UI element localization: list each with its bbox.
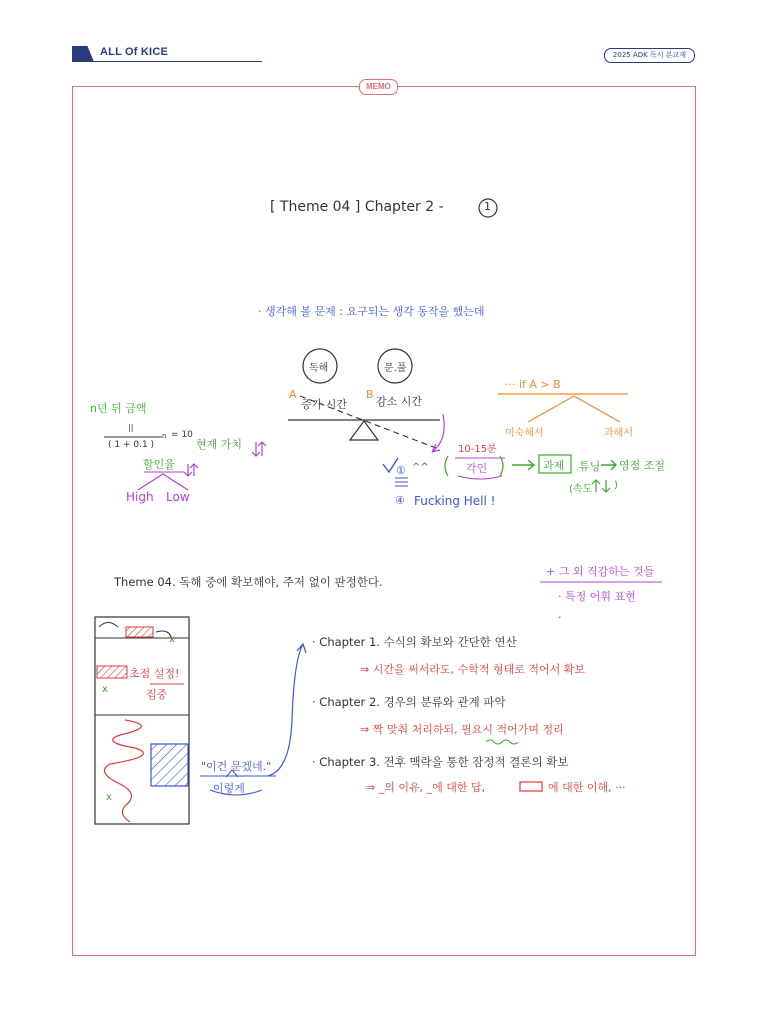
updown-arrows-icon-2: [184, 464, 198, 476]
chapter-2-title: · Chapter 2. 경우의 분류와 관계 파악: [312, 695, 506, 709]
chapter-3-note-end: 에 대한 이해, ···: [548, 781, 626, 794]
focus-region: [151, 744, 188, 786]
highlight-box-2: [97, 666, 127, 678]
green-arrow-1: [512, 460, 534, 470]
tuning-label: 튜닝: [579, 460, 601, 473]
scale-fulcrum: [350, 421, 378, 440]
eq-value: = 10: [171, 430, 193, 440]
title-circled-number: 1: [484, 200, 491, 213]
mark-x-3: x: [106, 792, 112, 803]
concentration: 집중: [146, 688, 168, 701]
highlight-box-1: [126, 627, 153, 637]
zero-adjust: 영점 조절: [619, 459, 666, 472]
check-one: ①: [396, 464, 406, 477]
extra-line-2: · 특정 어휘 표현: [558, 590, 636, 603]
green-arrow-2: [601, 460, 616, 470]
label-b: B: [366, 388, 374, 401]
denominator: ( 1 + 0.1 ): [108, 440, 155, 450]
page-title: [ Theme 04 ] Chapter 2 -: [270, 199, 444, 215]
decision-tree: [528, 396, 620, 422]
imprint: 각인: [466, 462, 488, 475]
this-way-label: 이렇게: [213, 782, 245, 795]
exponent: n: [162, 432, 167, 440]
future-amount: n년 뒤 금액: [90, 402, 147, 415]
updown-arrows-icon: [252, 442, 266, 456]
if-condition: ··· if A > B: [505, 378, 561, 391]
quote-text: "이건 문겠네.": [201, 760, 272, 773]
mark-x-1: x: [169, 634, 175, 645]
mark-x-2: x: [102, 684, 108, 695]
speed-label: (속도: [569, 484, 593, 495]
increase-time: 증가 시간: [301, 398, 348, 411]
extra-dot: .: [558, 608, 562, 621]
chapter-2-note: ⇒ 짝 맞춰 처리하되, 필요시 적어가며 정리: [360, 723, 564, 736]
equal-mark: ||: [128, 423, 134, 432]
circle-right-label: 문.풀: [384, 363, 407, 374]
branch-excess: 과해서: [604, 428, 633, 439]
high-label: High: [126, 490, 154, 504]
memo-label: MEMO: [359, 79, 398, 95]
blue-curve-arrow: [268, 644, 306, 776]
speed-close: ): [614, 480, 618, 491]
check-four: ④: [395, 494, 405, 507]
theme-statement: Theme 04. 독해 중에 확보해야, 주저 없이 판정한다.: [114, 575, 383, 589]
top-note: · 생각해 볼 문제 : 요구되는 생각 동작을 했는데: [258, 305, 485, 318]
speed-arrows-icon: [592, 480, 610, 492]
chapter-1-title: · Chapter 1. 수식의 확보와 간단한 연산: [312, 635, 517, 649]
present-value: 현재 가치: [196, 438, 243, 451]
book-badge: 2025 ADK 독서 본교재: [604, 48, 695, 63]
blank-box: [520, 782, 542, 791]
exclamation-note: Fucking Hell !: [414, 494, 496, 508]
extra-line-1: + 그 외 직감하는 것들: [546, 565, 655, 578]
chapter-3-title: · Chapter 3. 전후 맥락을 통한 잠정적 결론의 확보: [312, 755, 569, 769]
branch-immature: 미숙해서: [505, 428, 544, 439]
task-label: 과제: [543, 459, 565, 472]
chapter-1-note: ⇒ 시간을 써서라도, 수학적 형태로 적어서 확보: [360, 663, 585, 676]
caret-marks: ^^: [412, 462, 429, 473]
chapter-3-note: ⇒ _의 이유, _에 대한 답,: [366, 781, 486, 794]
squiggle-path: [104, 720, 143, 822]
label-a: A: [289, 388, 297, 401]
circle-left-label: 독해: [309, 363, 329, 374]
brand-title: ALL Of KICE: [100, 46, 168, 58]
high-low-lines: [138, 474, 188, 490]
discount-rate: 할인율: [143, 458, 175, 471]
low-label: Low: [166, 490, 190, 504]
decrease-time: 감소 시간: [376, 395, 423, 408]
focus-setting: 초점 설정!: [129, 667, 180, 680]
time-range: 10-15분: [458, 444, 497, 455]
